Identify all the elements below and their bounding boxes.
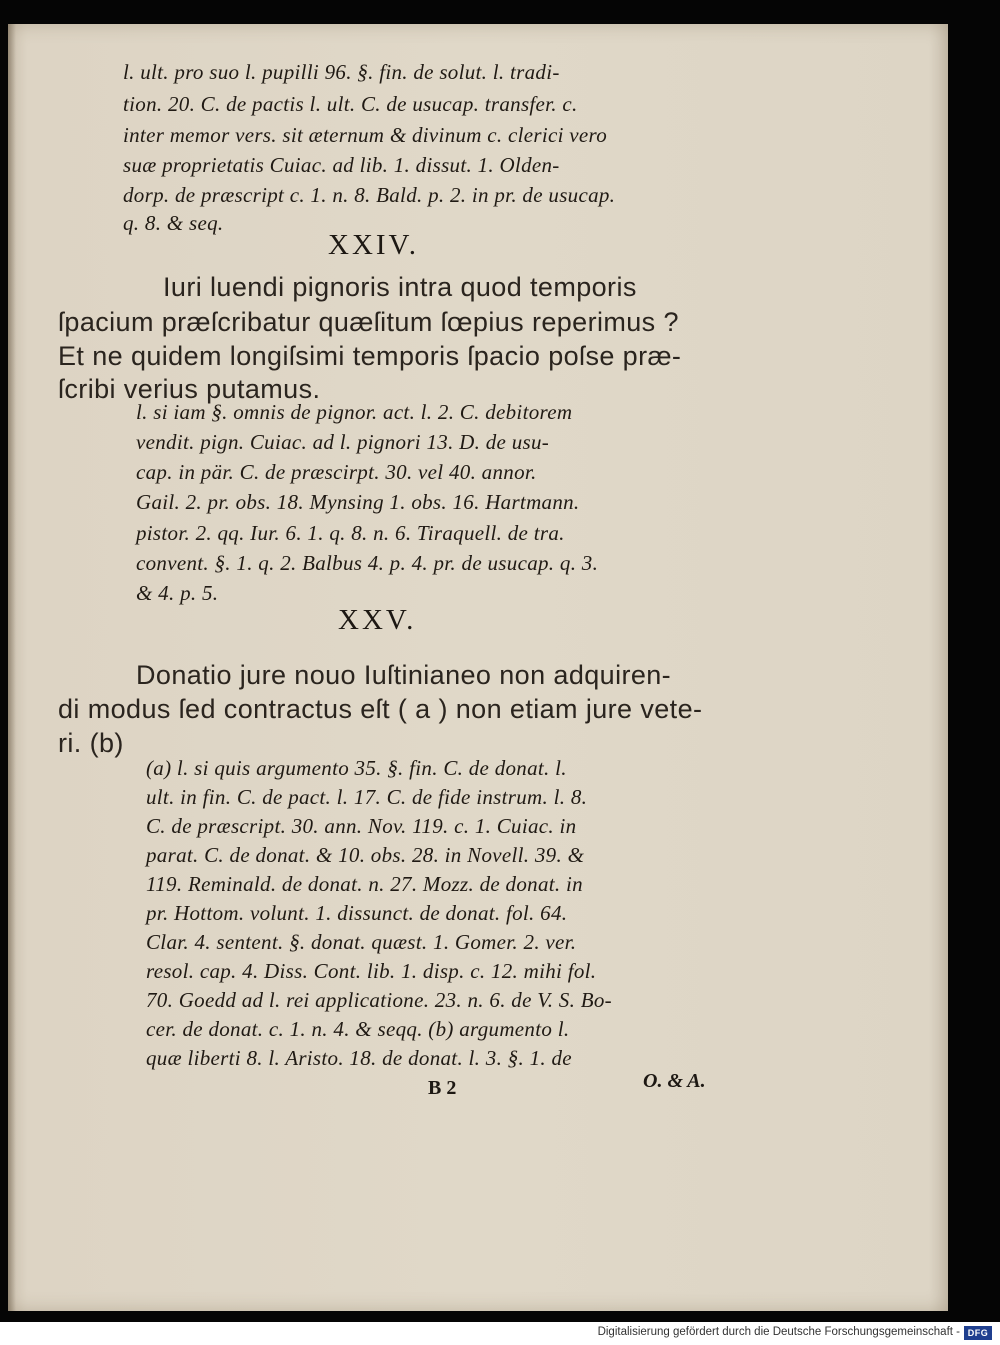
reference-line: C. de præscript. 30. ann. Nov. 119. c. 1. Cuiac. in — [146, 814, 577, 838]
body-line: ri. (b) — [58, 728, 124, 758]
reference-line: inter memor vers. sit æternum & divinum c. clerici vero — [123, 123, 608, 147]
reference-line: l. si iam §. omnis de pignor. act. l. 2. C. debitorem — [136, 400, 573, 424]
reference-line: vendit. pign. Cuiac. ad l. pignori 13. D. de usu- — [136, 430, 550, 454]
binding-shadow — [8, 24, 16, 1311]
signature-mark: B 2 — [428, 1077, 457, 1099]
reference-line: Gail. 2. pr. obs. 18. Mynsing 1. obs. 16. Hartmann. — [136, 490, 580, 514]
reference-line: resol. cap. 4. Diss. Cont. lib. 1. disp. c. 12. mihi fol. — [146, 959, 597, 983]
section-heading: XXV. — [338, 604, 417, 636]
reference-line: quæ liberti 8. l. Aristo. 18. de donat. l. 3. §. 1. de — [146, 1046, 572, 1070]
reference-line: dorp. de præscript c. 1. n. 8. Bald. p. 2. in pr. de usucap. — [123, 183, 616, 207]
reference-line: pistor. 2. qq. Iur. 6. 1. q. 8. n. 6. Tiraquell. de tra. — [136, 521, 565, 545]
reference-line: 119. Reminald. de donat. n. 27. Mozz. de donat. in — [146, 872, 583, 896]
credit-bar — [0, 1322, 1000, 1345]
reference-line: 70. Goedd ad l. rei applicatione. 23. n. 6. de V. S. Bo- — [146, 988, 612, 1012]
reference-line: & 4. p. 5. — [136, 581, 219, 605]
dfg-logo: DFG — [964, 1326, 992, 1340]
body-line: ſpacium præſcribatur quæſitum ſœpius reperimus ? — [58, 307, 679, 337]
reference-line: cap. in pär. C. de præscirpt. 30. vel 40. annor. — [136, 460, 537, 484]
reference-line: cer. de donat. c. 1. n. 4. & seqq. (b) argumento l. — [146, 1017, 570, 1041]
credit-text: Digitalisierung gefördert durch die Deutsche Forschungsgemeinschaft - — [597, 1326, 960, 1338]
section-heading: XXIV. — [328, 229, 419, 261]
body-line: ſcribi verius putamus. — [58, 374, 321, 404]
reference-line: l. ult. pro suo l. pupilli 96. §. fin. de solut. l. tradi- — [123, 60, 560, 84]
reference-line: ult. in fin. C. de pact. l. 17. C. de fide instrum. l. 8. — [146, 785, 588, 809]
body-line: Iuri luendi pignoris intra quod temporis — [163, 272, 637, 302]
body-line: Et ne quidem longiſsimi temporis ſpacio poſse præ- — [58, 341, 682, 371]
reference-line: suæ proprietatis Cuiac. ad lib. 1. dissut. 1. Olden- — [123, 153, 560, 177]
reference-line: convent. §. 1. q. 2. Balbus 4. p. 4. pr. de usucap. q. 3. — [136, 551, 599, 575]
reference-line: Clar. 4. sentent. §. donat. quæst. 1. Gomer. 2. ver. — [146, 930, 577, 954]
reference-line: pr. Hottom. volunt. 1. dissunct. de donat. fol. 64. — [146, 901, 568, 925]
reference-line: tion. 20. C. de pactis l. ult. C. de usucap. transfer. c. — [123, 92, 578, 116]
reference-line: (a) l. si quis argumento 35. §. fin. C. de donat. l. — [146, 756, 567, 780]
book-page — [8, 24, 948, 1311]
reference-line: q. 8. & seq. — [123, 211, 224, 235]
body-line: Donatio jure nouo Iuſtinianeo non adquiren- — [136, 660, 672, 690]
catchword: O. & A. — [643, 1070, 706, 1092]
body-line: di modus ſed contractus eſt ( a ) non etiam jure vete- — [58, 694, 703, 724]
reference-line: parat. C. de donat. & 10. obs. 28. in Novell. 39. & — [146, 843, 585, 867]
